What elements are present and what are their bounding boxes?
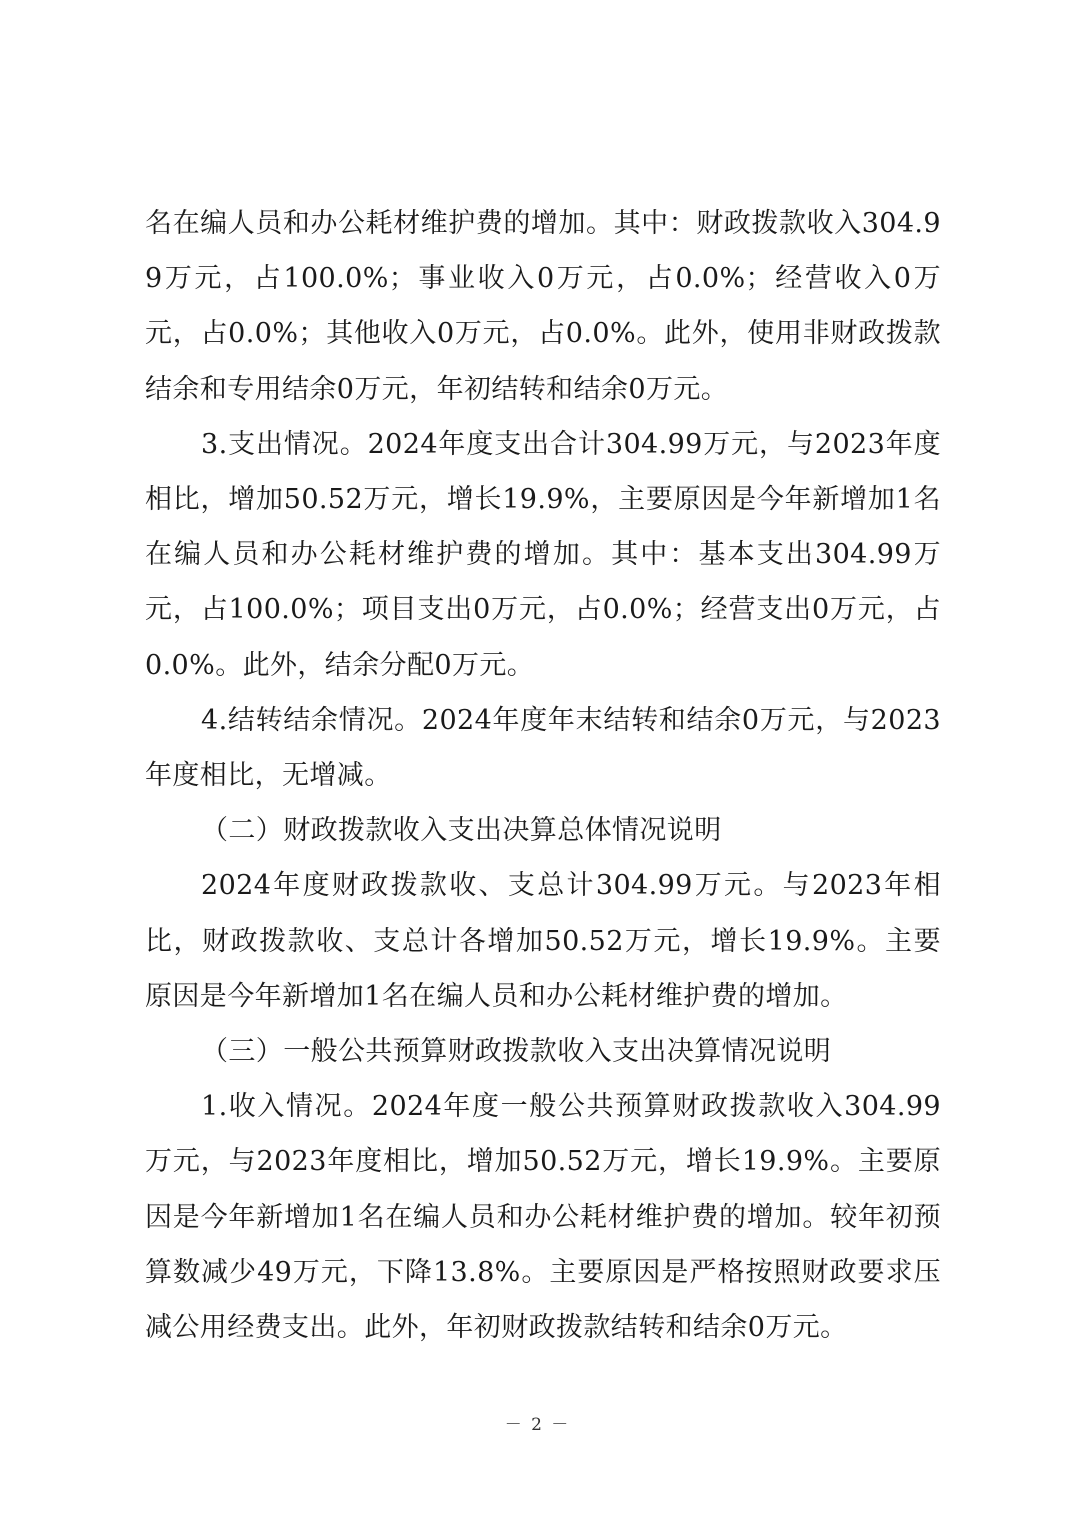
page-number: － 2 － (504, 1415, 571, 1435)
paragraph-carryover: 4.结转结余情况。2024年度年末结转和结余0万元，与2023年度相比，无增减。 (145, 704, 941, 792)
section-heading-3: （三）一般公共预算财政拨款收入支出决算情况说明 (201, 1036, 832, 1068)
paragraph-general-budget-income: 1.收入情况。2024年度一般公共预算财政拨款收入304.99万元，与2023年度相比，增加50.52万元，增长19.9%。主要原因是今年新增加1名在编人员和办公耗材维护费的增加。较年初预算数减少49万元，下降13.8%。主要原因是严格按照财政要求压减公用经费支出。此外，年初财政拨款结转和结余0万元。 (145, 1091, 941, 1344)
section-heading-2: （二）财政拨款收入支出决算总体情况说明 (201, 815, 722, 847)
paragraph-fiscal-overview: 2024年度财政拨款收、支总计304.99万元。与2023年相比，财政拨款收、支总计各增加50.52万元，增长19.9%。主要原因是今年新增加1名在编人员和办公耗材维护费的增加。 (145, 870, 941, 1012)
paragraph-expenditure: 3.支出情况。2024年度支出合计304.99万元，与2023年度相比，增加50.52万元，增长19.9%，主要原因是今年新增加1名在编人员和办公耗材维护费的增加。其中：基本支出304.99万元，占100.0%；项目支出0万元，占0.0%；经营支出0万元，占0.0%。此外，结余分配0万元。 (145, 428, 941, 681)
paragraph-income-continuation: 名在编人员和办公耗材维护费的增加。其中：财政拨款收入304.99万元，占100.0%；事业收入0万元，占0.0%；经营收入0万元，占0.0%；其他收入0万元，占0.0%。此外，使用非财政拨款结余和专用结余0万元，年初结转和结余0万元。 (145, 208, 941, 405)
document-body (145, 196, 941, 1355)
